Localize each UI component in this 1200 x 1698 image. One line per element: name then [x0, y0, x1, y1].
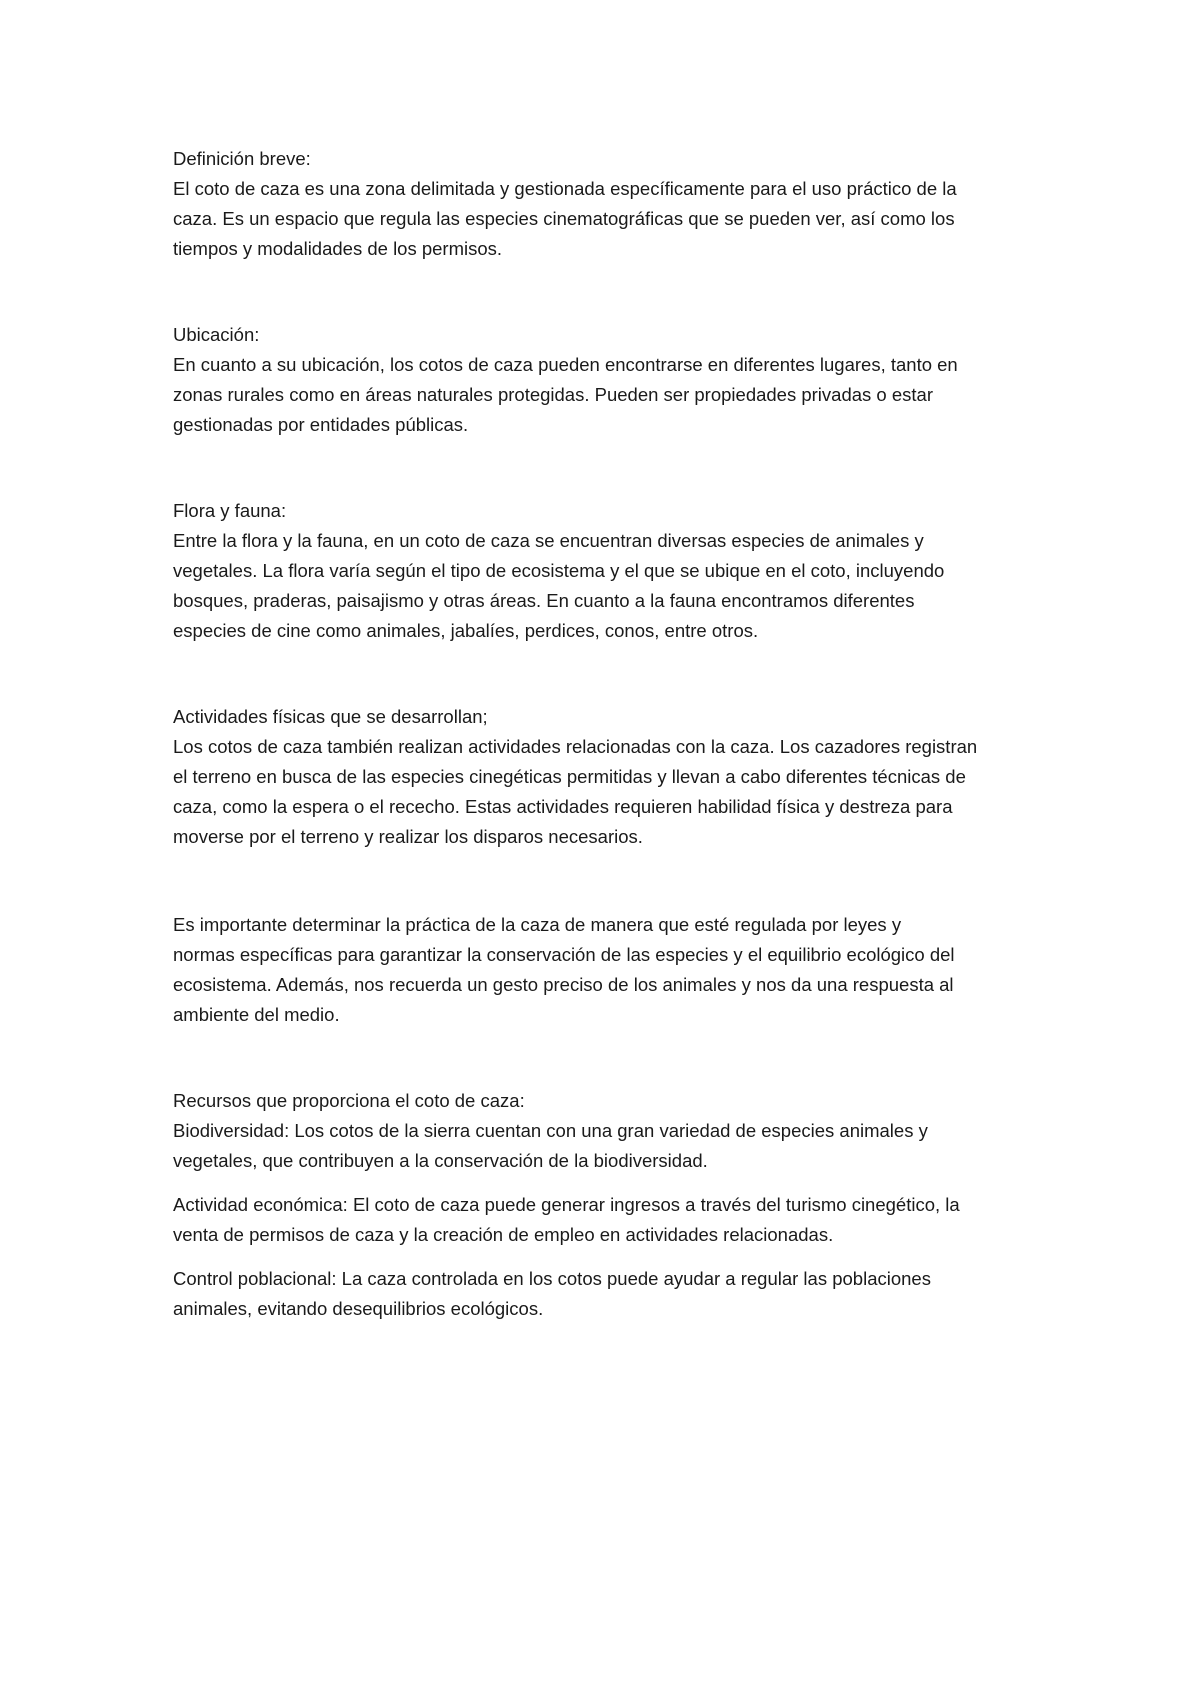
- paragraph-line: moverse por el terreno y realizar los disparos necesarios.: [173, 826, 643, 847]
- paragraph-line: Es importante determinar la práctica de la caza de manera que esté regulada por leyes y: [173, 914, 902, 935]
- closing-paragraph: [173, 910, 1043, 1030]
- paragraph-line: vegetales. La flora varía según el tipo de ecosistema y el que se ubique en el coto, incluyendo: [173, 560, 945, 581]
- paragraph-line: gestionadas por entidades públicas.: [173, 414, 469, 435]
- section-paragraph-flora-fauna: [173, 526, 1043, 646]
- section-heading-flora-fauna: Flora y fauna:: [173, 500, 287, 521]
- paragraph-line: vegetales, que contribuyen a la conservación de la biodiversidad.: [173, 1150, 708, 1171]
- paragraph-line: tiempos y modalidades de los permisos.: [173, 238, 503, 259]
- paragraph-line: bosques, praderas, paisajismo y otras áreas. En cuanto a la fauna encontramos diferentes: [173, 590, 915, 611]
- paragraph-line: caza. Es un espacio que regula las especies cinematográficas que se pueden ver, así como los: [173, 208, 955, 229]
- section-heading-definicion: Definición breve:: [173, 148, 311, 169]
- paragraph-line: el terreno en busca de las especies cinegéticas permitidas y llevan a cabo diferentes técnicas de: [173, 766, 966, 787]
- paragraph-line: El coto de caza es una zona delimitada y gestionada específicamente para el uso práctico de la: [173, 178, 957, 199]
- section-paragraph-ubicacion: [173, 350, 1043, 440]
- paragraph-line: Control poblacional: La caza controlada en los cotos puede ayudar a regular las poblaciones: [173, 1268, 931, 1289]
- paragraph-line: Biodiversidad: Los cotos de la sierra cuentan con una gran variedad de especies animales y: [173, 1120, 928, 1141]
- paragraph-line: ecosistema. Además, nos recuerda un gesto preciso de los animales y nos da una respuesta al: [173, 974, 954, 995]
- paragraph-line: zonas rurales como en áreas naturales protegidas. Pueden ser propiedades privadas o estar: [173, 384, 933, 405]
- section-heading-actividades: Actividades físicas que se desarrollan;: [173, 706, 488, 727]
- paragraph-line: caza, como la espera o el rececho. Estas actividades requieren habilidad física y destreza para: [173, 796, 953, 817]
- paragraph-line: ambiente del medio.: [173, 1004, 340, 1025]
- resource-item-actividad-economica: [173, 1190, 1043, 1250]
- resource-item-control-poblacional: [173, 1264, 1043, 1324]
- paragraph-line: normas específicas para garantizar la conservación de las especies y el equilibrio ecológico del: [173, 944, 955, 965]
- paragraph-line: venta de permisos de caza y la creación de empleo en actividades relacionadas.: [173, 1224, 834, 1245]
- section-paragraph-definicion: [173, 174, 1043, 264]
- paragraph-line: animales, evitando desequilibrios ecológicos.: [173, 1298, 544, 1319]
- resource-item-biodiversidad: [173, 1116, 1043, 1176]
- section-heading-ubicacion: Ubicación:: [173, 324, 260, 345]
- paragraph-line: Entre la flora y la fauna, en un coto de caza se encuentran diversas especies de animales y: [173, 530, 924, 551]
- section-paragraph-actividades: [173, 732, 1043, 852]
- paragraph-line: En cuanto a su ubicación, los cotos de caza pueden encontrarse en diferentes lugares, tanto en: [173, 354, 958, 375]
- document-body: [173, 144, 1043, 1324]
- paragraph-line: Los cotos de caza también realizan actividades relacionadas con la caza. Los cazadores registran: [173, 736, 978, 757]
- paragraph-line: Actividad económica: El coto de caza puede generar ingresos a través del turismo cinegético, la: [173, 1194, 960, 1215]
- section-heading-recursos: Recursos que proporciona el coto de caza:: [173, 1090, 525, 1111]
- paragraph-line: especies de cine como animales, jabalíes, perdices, conos, entre otros.: [173, 620, 759, 641]
